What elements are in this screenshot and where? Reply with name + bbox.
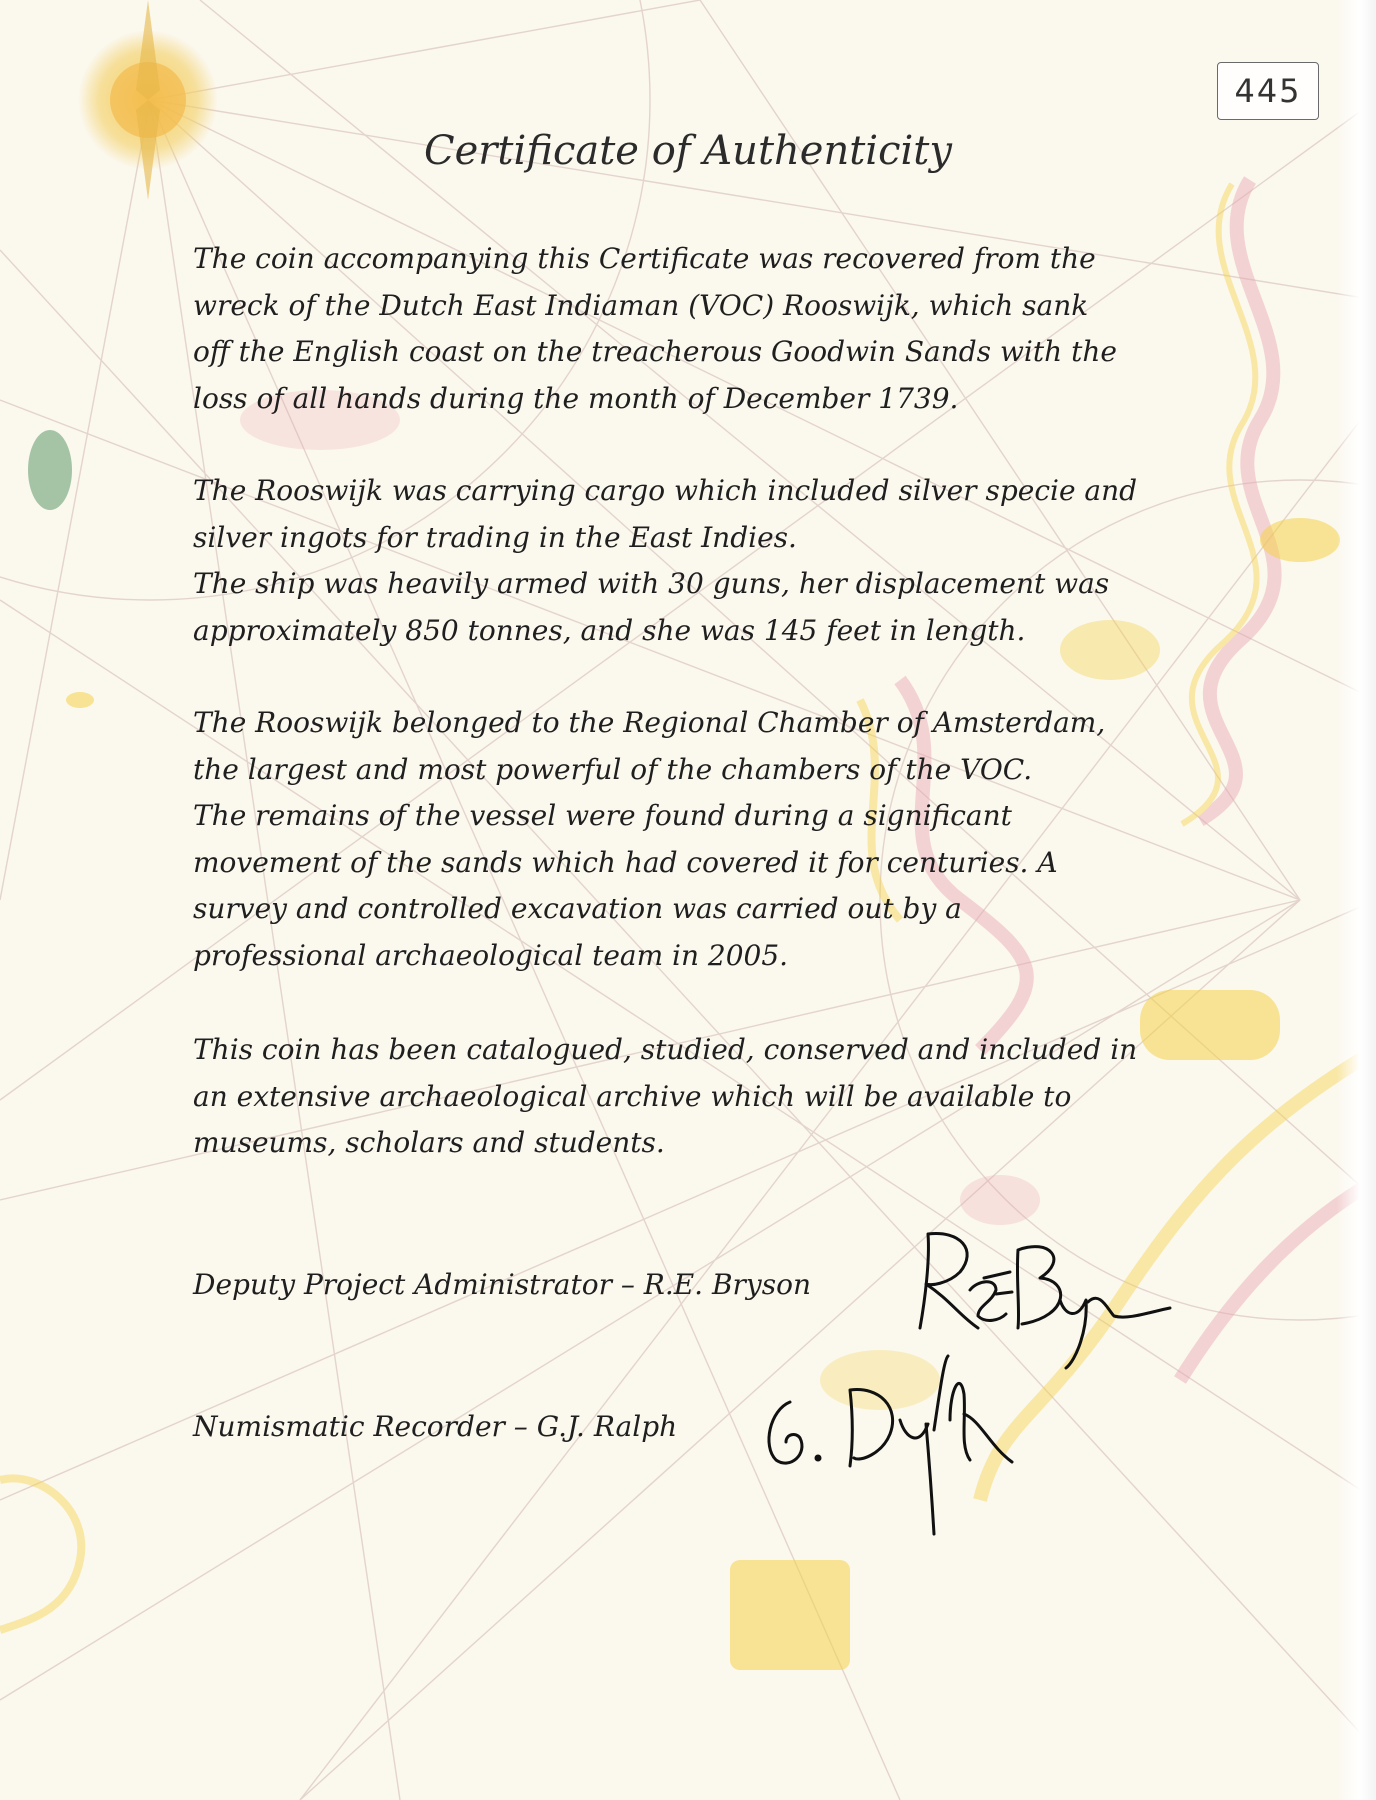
signature-bryson: [900, 1220, 1190, 1370]
text-line: The remains of the vessel were found during a significant: [193, 799, 1012, 832]
paragraph-shipwreck-recovery: [193, 236, 1153, 422]
signatory-numismatic-recorder: Numismatic Recorder – G.J. Ralph: [193, 1410, 678, 1443]
text-line: professional archaeological team in 2005.: [193, 938, 789, 972]
certificate-title: Certificate of Authenticity: [424, 128, 952, 174]
text-line: This coin has been catalogued, studied, conserved and included in: [193, 1033, 1138, 1066]
paragraph-archive: [193, 1027, 1153, 1167]
text-line: The coin accompanying this Certificate was recovered from the: [193, 242, 1096, 275]
text-line: wreck of the Dutch East Indiaman (VOC) Rooswijk, which sank: [193, 288, 1089, 322]
text-line: The ship was heavily armed with 30 guns, her displacement was: [193, 567, 1110, 600]
text-line: museums, scholars and students.: [193, 1126, 665, 1159]
signatory-deputy-project-administrator: Deputy Project Administrator – R.E. Bryson: [193, 1268, 812, 1301]
text-line: approximately 850 tonnes, and she was 145 feet in length.: [193, 613, 1026, 647]
paper-edge: [1336, 0, 1376, 1800]
text-line: off the English coast on the treacherous Goodwin Sands with the: [193, 335, 1117, 368]
text-line: The Rooswijk was carrying cargo which included silver specie and: [193, 474, 1138, 507]
paragraph-cargo-and-ship: [193, 468, 1153, 654]
text-line: loss of all hands during the month of December 1739.: [193, 381, 959, 415]
text-line: survey and controlled excavation was carried out by a: [193, 892, 962, 925]
text-line: movement of the sands which had covered it for centuries. A: [193, 845, 1058, 879]
paragraph-chamber-and-excavation: [193, 700, 1153, 979]
text-line: silver ingots for trading in the East Indies.: [193, 520, 797, 554]
text-line: an extensive archaeological archive which will be available to: [193, 1079, 1072, 1113]
signature-ralph: [750, 1350, 1040, 1540]
text-line: The Rooswijk belonged to the Regional Chamber of Amsterdam,: [193, 706, 1106, 739]
page-number-stamp: 445: [1217, 62, 1319, 120]
text-line: the largest and most powerful of the chambers of the VOC.: [193, 752, 1033, 786]
